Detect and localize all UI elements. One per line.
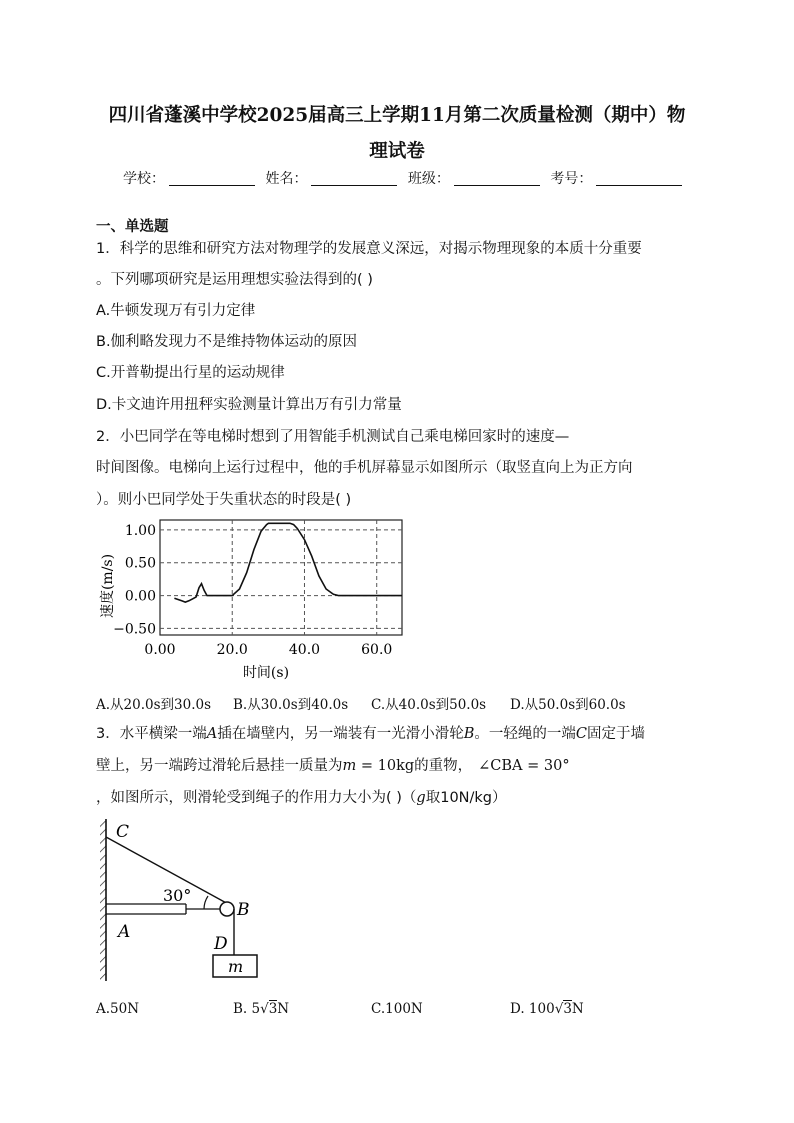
q2-line-3: ）。则小巴同学处于失重状态的时段是( ) <box>96 492 352 508</box>
q3-text: 插在墙壁内，另一端装有一光滑小滑轮 <box>217 726 464 742</box>
y-axis-title: 速度(m/s) <box>100 553 116 619</box>
q3-text: 固定于墙 <box>586 726 645 742</box>
school-field[interactable] <box>169 171 255 186</box>
q2-option-c: C.从40.0s到50.0s <box>371 697 487 713</box>
label-a: A <box>118 922 131 942</box>
label-d: D <box>214 934 228 954</box>
q1-option-a: A.牛顿发现万有引力定律 <box>96 303 256 319</box>
section-heading: 一、单选题 <box>96 219 169 235</box>
pulley-figure <box>94 815 274 987</box>
q2-line-2: 时间图像。电梯向上运行过程中，他的手机屏幕显示如图所示（取竖直向上为正方向 <box>96 460 633 476</box>
q3-mass-value: = 10kg <box>356 758 415 774</box>
exam-no-label: 考号： <box>550 171 593 187</box>
label-m: m <box>228 957 244 976</box>
sqrt-sign: √ <box>260 1001 269 1017</box>
title-line-1: 四川省蓬溪中学校2025届高三上学期11月第二次质量检测（期中）物 <box>108 105 686 126</box>
q3-line-1 <box>96 722 645 743</box>
name-label: 姓名： <box>265 171 308 187</box>
q1-option-c: C.开普勒提出行星的运动规律 <box>96 365 285 381</box>
q1-line-1: 1．科学的思维和研究方法对物理学的发展意义深远，对揭示物理现象的本质十分重要 <box>96 241 642 257</box>
y-tick-label: 0.50 <box>124 555 156 572</box>
class-field[interactable] <box>454 171 540 186</box>
school-label: 学校： <box>123 171 165 187</box>
q3-var-g: g <box>416 790 426 806</box>
label-c: C <box>116 822 130 842</box>
class-label: 班级： <box>407 171 450 187</box>
x-tick-label: 0.00 <box>144 642 176 658</box>
label-angle: 30° <box>163 886 192 905</box>
q1-line-2: 。下列哪项研究是运用理想实验法得到的( ) <box>96 272 373 288</box>
q3-line-2 <box>96 754 570 775</box>
wall-hatching <box>100 819 106 981</box>
q3-option-d-unit: N <box>571 1001 584 1017</box>
angle-arc <box>204 896 208 909</box>
x-axis-title: 时间(s) <box>242 665 290 681</box>
q3-var-c: C <box>575 726 587 742</box>
q3-option-d-radicand: 3 <box>563 1001 572 1017</box>
q1-option-d: D.卡文迪许用扭秤实验测量计算出万有引力常量 <box>96 397 402 413</box>
y-tick-label: 1.00 <box>124 522 156 539</box>
q3-angle-expr: ∠CBA = 30° <box>478 758 570 774</box>
name-field[interactable] <box>311 171 397 186</box>
q2-line-1: 2．小巴同学在等电梯时想到了用智能手机测试自己乘电梯回家时的速度— <box>96 429 570 445</box>
q1-option-b: B.伽利略发现力不是维持物体运动的原因 <box>96 334 358 350</box>
title-line-2: 理试卷 <box>369 141 425 162</box>
label-b: B <box>237 900 250 920</box>
y-tick-label: −0.50 <box>113 621 156 638</box>
plot-frame <box>160 520 402 635</box>
exam-no-field[interactable] <box>596 171 682 186</box>
q3-option-d <box>510 1001 584 1017</box>
q3-option-b <box>233 1001 289 1017</box>
page-title <box>88 98 706 170</box>
q3-option-b-unit: N <box>277 1001 290 1017</box>
q3-text: 取10N/kg） <box>425 790 507 806</box>
q3-text: 。一轻绳的一端 <box>474 726 576 742</box>
q3-line-3 <box>96 786 507 807</box>
q3-option-a: A.50N <box>96 1001 140 1017</box>
velocity-time-chart <box>94 514 414 684</box>
x-tick-label: 40.0 <box>288 642 321 658</box>
x-tick-label: 60.0 <box>361 642 393 658</box>
q3-text: 壁上，另一端跨过滑轮后悬挂一质量为 <box>96 758 343 774</box>
q3-text: 3．水平横梁一端 <box>96 726 207 742</box>
q3-option-d-coef: D. 100 <box>510 1001 555 1017</box>
pulley-b <box>220 902 234 916</box>
q3-text: 的重物， <box>414 758 473 774</box>
q2-option-a: A.从20.0s到30.0s <box>96 697 212 713</box>
sqrt-sign: √ <box>554 1001 564 1017</box>
q2-option-b: B.从30.0s到40.0s <box>233 697 349 713</box>
y-tick-label: 0.00 <box>124 588 156 605</box>
q3-text: ，如图所示，则滑轮受到绳子的作用力大小为( )（ <box>96 790 417 806</box>
q3-var-a: A <box>206 726 218 742</box>
q3-var-m: m <box>342 758 357 774</box>
q3-option-c: C.100N <box>371 1001 423 1017</box>
student-info <box>123 168 688 188</box>
x-tick-label: 20.0 <box>216 642 248 658</box>
q3-var-b: B <box>463 726 475 742</box>
q3-option-b-coef: B. 5 <box>233 1001 261 1017</box>
q3-option-b-radicand: 3 <box>268 1001 278 1017</box>
q2-option-d: D.从50.0s到60.0s <box>510 697 626 713</box>
